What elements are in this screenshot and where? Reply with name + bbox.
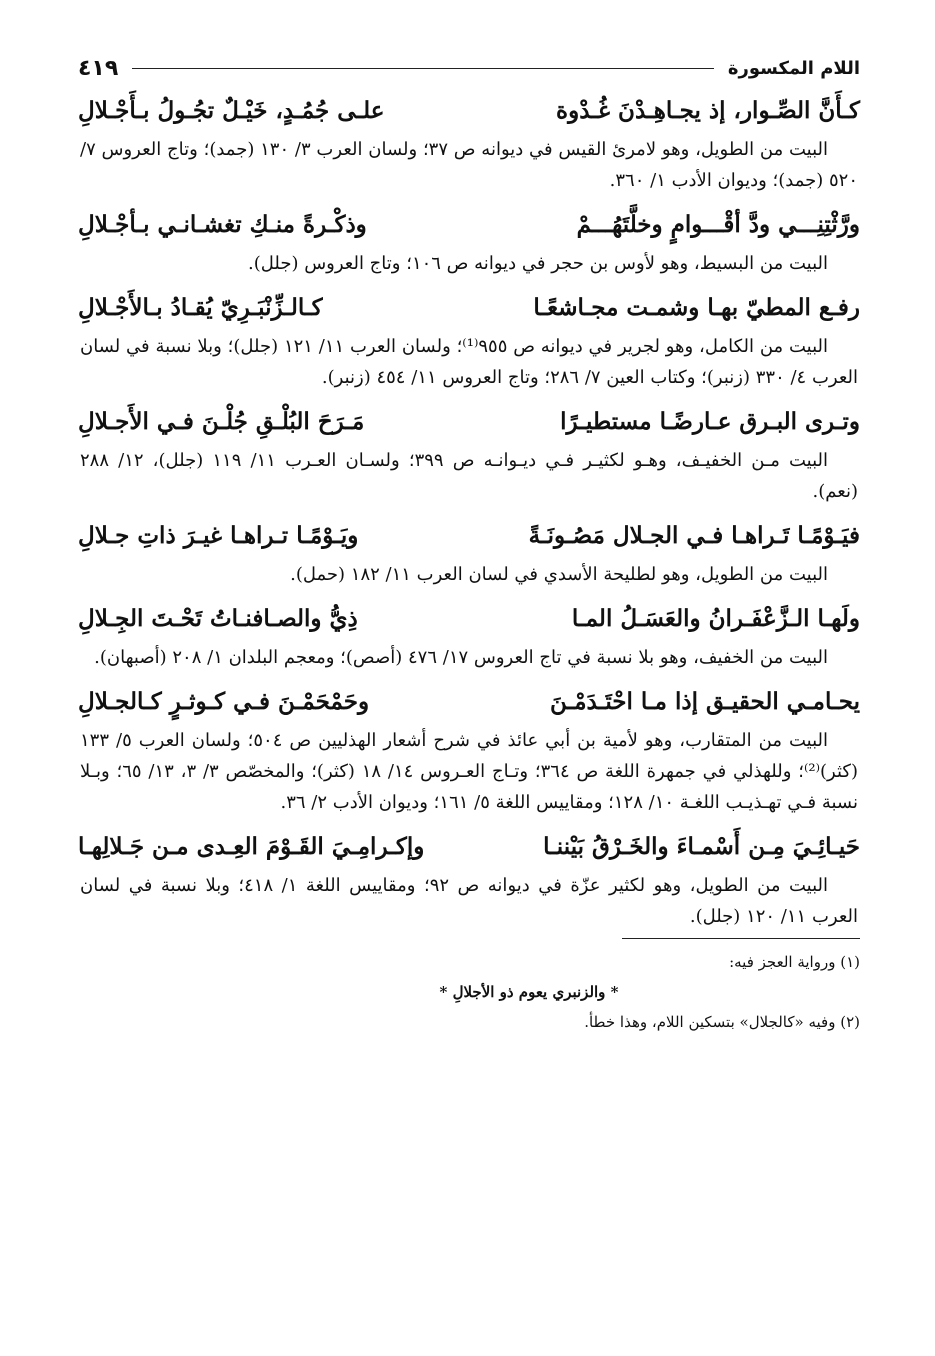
footnote-2: (٢) وفيه «كالجلال» بتسكين اللام، وهذا خطأ.	[584, 1013, 860, 1031]
verse-first-hemistich: يحـامـي الحقيـق إذا مـا احْتَـدَمْـنَ	[549, 688, 860, 715]
header-rule	[132, 68, 714, 69]
verse-commentary: البيت من الطويل، وهو لامرئ القيس في ديوانه ص ٣٧؛ ولسان العرب ٣/ ١٣٠ (جمد)؛ وتاج العروس ٧/ ٥٢٠ (جمد)؛ وديوان الأدب ١/ ٣٦٠.	[80, 139, 858, 191]
verse-second-hemistich: ويَـوْمًـا تـراهـا غيـرَ ذاتِ جـلالِ	[78, 522, 359, 549]
verse	[78, 679, 860, 725]
entry	[78, 679, 860, 818]
entry	[78, 596, 860, 673]
verse-second-hemistich: علـى جُمُـدٍ، خَيْـلٌ تجُـولُ بـأَجْـلالِ	[78, 97, 385, 124]
verse	[78, 513, 860, 559]
verse-commentary: البيت من الكامل، وهو لجرير في ديوانه ص ٩٥٥⁽¹⁾؛ ولسان العرب ١١/ ١٢١ (جلل)؛ وبلا نسبة في لسان العرب ٤/ ٣٣٠ (زنبر)؛ وكتاب العين ٧/ ٢٨٦؛ وتاج العروس ١١/ ٤٥٤ (زنبر).	[80, 336, 858, 388]
verse-first-hemistich: وتـرى البـرق عـارضًـا مستطيـرًا	[560, 408, 860, 435]
verse	[78, 596, 860, 642]
verse-commentary: البيت من الطويل، وهو لكثير عزّة في ديوانه ص ٩٢؛ ومقاييس اللغة ١/ ٤١٨؛ وبلا نسبة في لسان العرب ١١/ ١٢٠ (جلل).	[80, 875, 858, 927]
verse-commentary: البيت من البسيط، وهو لأوس بن حجر في ديوانه ص ١٠٦؛ وتاج العروس (جلل).	[247, 253, 828, 274]
chapter-title: اللام المكسورة	[727, 57, 860, 79]
footnote-separator	[622, 938, 860, 939]
verse-first-hemistich: فيَـوْمًـا تَـراهـا فـي الجـلال مَصُـونَـةً	[528, 522, 860, 549]
verse-second-hemistich: كـالـزِّنْبَـرِيّ يُقـادُ بـالأَجْـلالِ	[78, 294, 323, 321]
entry	[78, 399, 860, 507]
verse-second-hemistich: وإكـرامِـيَ القَـوْمَ العِـدى مـن جَـلالِهـا	[78, 833, 425, 860]
verse-first-hemistich: حَيـائِـيَ مِـن أَسْمـاءَ والخَـرْقُ بَيْننـا	[543, 833, 860, 860]
verse	[78, 824, 860, 870]
verse-first-hemistich: ولَهـا الـزَّعْفَـرانُ والعَسَـلُ المـا	[571, 605, 860, 632]
document-page	[78, 48, 860, 1037]
verse-commentary: البيت من المتقارب، وهو لأمية بن أبي عائذ في شرح أشعار الهذليين ص ٥٠٤؛ ولسان العرب ٥/ ١٣٣ (كثر)⁽²⁾؛ وللهذلي في جمهرة اللغة ص ٣٦٤؛ وتـاج العـروس ١٤/ ١٨ (كثر)؛ والمخصّص ٣/ ٣، ١٣/ ٦٥؛ وبـلا نسبة فـي تهـذيـب اللغـة ١٠/ ١٢٨؛ ومقاييس اللغة ٥/ ١٦١؛ وديوان الأدب ٢/ ٣٦.	[80, 730, 858, 813]
verse-first-hemistich: ورَّثْتِنِـــي ودَّ أقْـــوامٍ وخلَّتَهُـــمْ	[576, 211, 860, 238]
footnote-1-intro: (١) ورواية العجز فيه:	[729, 953, 860, 971]
verse-first-hemistich: رفـع المطيّ بهـا وشمـت مجـاشعًـا	[533, 294, 860, 321]
verse-commentary: البيت من الطويل، وهو لطليحة الأسدي في لسان العرب ١١/ ١٨٢ (حمل).	[290, 564, 828, 585]
verse-commentary: البيت من الخفيف، وهو بلا نسبة في تاج العروس ١٧/ ٤٧٦ (أصص)؛ ومعجم البلدان ١/ ٢٠٨ (أصبهان).	[94, 647, 828, 668]
verse-first-hemistich: كـأَنَّ الصِّـوار، إذ يجـاهِـدْنَ غُـدْوة	[556, 97, 860, 124]
verse-second-hemistich: وذكْـرةً منـكِ تغشـانـي بـأجْـلالِ	[78, 211, 367, 238]
verse-commentary: البيت مـن الخفيـف، وهـو لكثيـر فـي ديـوانـه ص ٣٩٩؛ ولسـان العـرب ١١/ ١١٩ (جلل)، ١٢/ ٢٨٨ (نعم).	[80, 450, 858, 502]
page-header	[78, 48, 860, 88]
verse-second-hemistich: ذِيُّ والصـافنـاتُ تَحْـتَ الجِـلالِ	[78, 605, 358, 632]
entry	[78, 285, 860, 393]
verse	[78, 285, 860, 331]
entry	[78, 513, 860, 590]
verse-second-hemistich: وحَمْحَمْـنَ فـي كـوثـرٍ كـالجـلالِ	[78, 688, 370, 715]
verse	[78, 399, 860, 445]
page-number: ٤١٩	[78, 55, 119, 81]
entry	[78, 824, 860, 932]
entry	[78, 202, 860, 279]
verse-second-hemistich: مَـرَحَ البُلْـقِ جُلْـنَ فـي الأَجـلالِ	[78, 408, 365, 435]
entry	[78, 88, 860, 196]
verse	[78, 202, 860, 248]
verse	[78, 88, 860, 134]
footnote-1-quote: * والزنبري يعوم ذو الأجلالِ *	[439, 983, 619, 1001]
